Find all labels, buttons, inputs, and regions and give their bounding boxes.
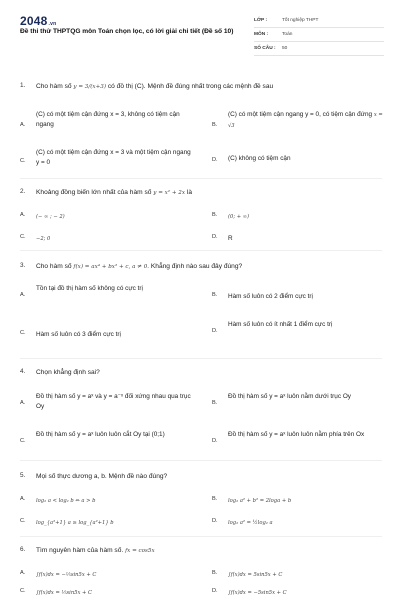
option-text: Hàm số luôn có 2 điểm cực trị: [228, 293, 313, 300]
meta-label: MÔN :: [254, 32, 269, 37]
option-text: R: [228, 235, 233, 242]
question-math: f(x) = ax⁴ + bx² + c, a ≠ 0.: [73, 264, 150, 270]
option-letter: D.: [212, 157, 218, 163]
option-text: Đồ thị hàm số y = aˣ và y = a⁻ˣ đối xứng nhau qua trục Oy: [36, 393, 191, 410]
meta-value: Toán: [282, 32, 293, 37]
exam-title: Đề thi thử THPTQG môn Toán chọn lọc, có lời giải chi tiết (Đề số 10): [20, 28, 234, 35]
option-text: ∫f(x)dx = ⅕sin5x + C: [36, 590, 93, 596]
meta-value: 50: [282, 46, 288, 51]
divider: [20, 358, 382, 359]
question-text: Cho hàm số y = 3/(x+3) có đồ thị (C). Mệnh đề đúng nhất trong các mệnh đề sau: [36, 83, 274, 90]
site-logo[interactable]: 2048.vn: [20, 14, 57, 28]
question-text: Chọn khẳng định sai?: [36, 369, 100, 376]
question-math: fx = cos5x: [125, 548, 155, 554]
option-text: (C) có một tiệm cận đứng x = 3 và một tiệm cận ngang y = 0: [36, 149, 191, 166]
divider: [20, 536, 382, 537]
option-letter: C.: [20, 588, 26, 594]
option-text: (C) có một tiệm cận ngang y = 0, có tiệm cận đứng x = √3: [228, 111, 383, 129]
option-letter: A.: [20, 212, 26, 218]
option-text: log₂ a² + b² = 2loga + b: [228, 498, 292, 504]
meta-row-count: [254, 42, 384, 56]
option-text: ∫f(x)dx = −⅕sin5x + C: [36, 572, 97, 578]
question-number: 1.: [20, 82, 26, 89]
question-text: Khoảng đồng biến lớn nhất của hàm số y = x² + 2x là: [36, 189, 192, 196]
option-letter: B.: [212, 400, 218, 406]
option-letter: A.: [20, 570, 26, 576]
question-number: 3.: [20, 262, 26, 269]
option-text: −2; 0: [36, 236, 51, 242]
exam-meta: [254, 14, 384, 56]
meta-label: SỐ CÂU :: [254, 46, 276, 51]
option-text: ∫f(x)dx = −5sin5x + C: [228, 590, 287, 596]
option-letter: D.: [212, 234, 218, 240]
question-text: Tìm nguyên hàm của hàm số. fx = cos5x: [36, 547, 155, 554]
option-letter: B.: [212, 212, 218, 218]
meta-label: LỚP :: [254, 18, 268, 23]
option-letter: A.: [20, 292, 26, 298]
option-text: log_{a²+1} a ≥ log_{a²+1} b: [36, 520, 114, 526]
option-letter: B.: [212, 496, 218, 502]
option-text: Đồ thị hàm số y = aˣ luôn nằm dưới trục Oy: [228, 393, 351, 400]
option-letter: D.: [212, 438, 218, 444]
question-math: y = 3/(x+3): [73, 84, 107, 90]
question-text: Cho hàm số f(x) = ax⁴ + bx² + c, a ≠ 0. Khẳng định nào sau đây đúng?: [36, 263, 243, 270]
option-text: Tồn tại đồ thị hàm số không có cực trị: [36, 285, 143, 292]
option-letter: C.: [20, 158, 26, 164]
option-letter: A.: [20, 400, 26, 406]
option-text: Hàm số luôn có 3 điểm cực trị: [36, 331, 121, 338]
option-letter: C.: [20, 518, 26, 524]
option-letter: C.: [20, 234, 26, 240]
option-text: Đồ thị hàm số y = aˣ luôn luôn nằm phía trên Ox: [228, 431, 365, 438]
option-letter: A.: [20, 496, 26, 502]
header: [0, 0, 400, 68]
question-text: Mọi số thực dương a, b. Mệnh đề nào đúng?: [36, 473, 168, 480]
question-number: 6.: [20, 546, 26, 553]
meta-row-subject: [254, 28, 384, 42]
meta-row-class: [254, 14, 384, 28]
option-text: Đồ thị hàm số y = aˣ luôn luôn cắt Oy tại (0;1): [36, 431, 165, 438]
option-letter: D.: [212, 588, 218, 594]
option-letter: B.: [212, 570, 218, 576]
option-text: (− ∞ ; − 2): [36, 214, 65, 220]
question-number: 5.: [20, 472, 26, 479]
option-letter: B.: [212, 122, 218, 128]
option-text: (C) không có tiệm cận: [228, 155, 291, 162]
option-text: log₂ a < log₂ b ⇔ a > b: [36, 498, 96, 504]
option-letter: A.: [20, 122, 26, 128]
option-text: Hàm số luôn có ít nhất 1 điểm cực trị: [228, 321, 333, 328]
question-number: 2.: [20, 188, 26, 195]
option-letter: C.: [20, 438, 26, 444]
question-math: y = x² + 2x: [153, 190, 186, 196]
divider: [20, 460, 382, 461]
option-letter: C.: [20, 330, 26, 336]
option-letter: D.: [212, 328, 218, 334]
option-text: ∫f(x)dx = 5sin5x + C: [228, 572, 283, 578]
option-letter: D.: [212, 518, 218, 524]
divider: [20, 178, 382, 179]
option-text: (C) có một tiệm cận đứng x = 3, không có tiệm cận ngang: [36, 111, 180, 128]
question-number: 4.: [20, 368, 26, 375]
option-text: log₂ a² = ½log₂ a: [228, 520, 273, 526]
option-letter: B.: [212, 292, 218, 298]
divider: [20, 250, 382, 251]
option-text: (0; + ∞): [228, 214, 250, 220]
meta-value: Tốt nghiệp THPT: [282, 18, 319, 23]
